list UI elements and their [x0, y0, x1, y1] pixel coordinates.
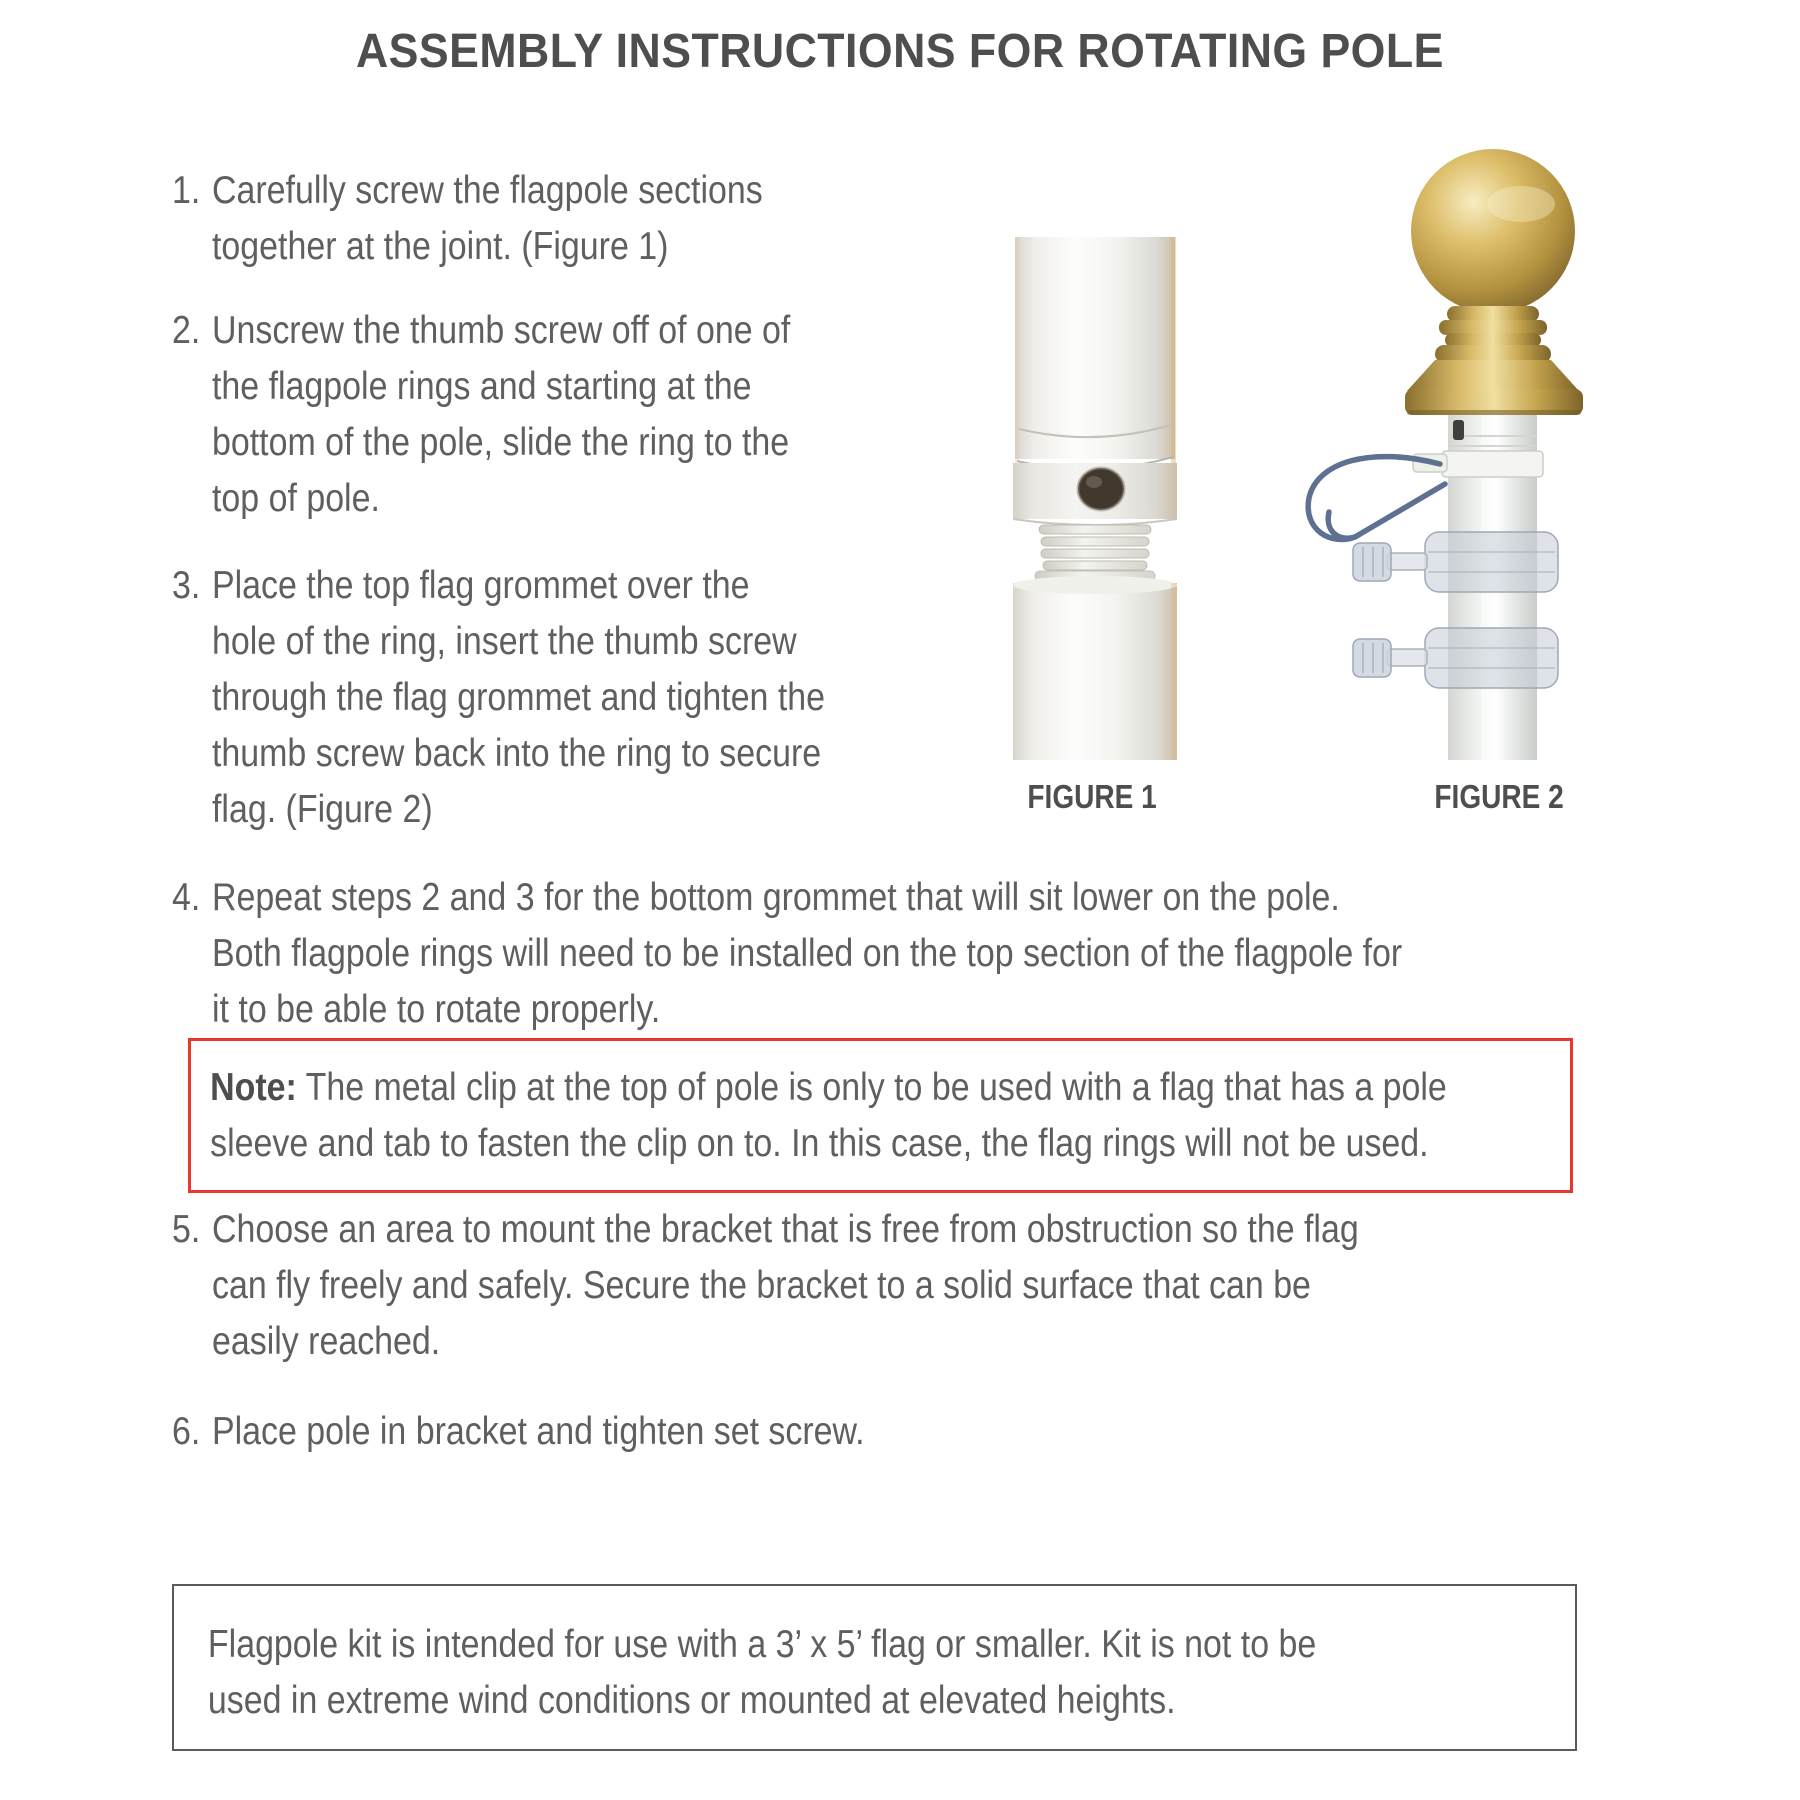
step-number: 2.: [172, 309, 201, 352]
step-number: 3.: [172, 564, 201, 607]
step-number: 4.: [172, 876, 201, 919]
step-item-2: [172, 303, 877, 527]
flagpole-ring-bottom: [1353, 628, 1558, 688]
step-item-4: [172, 870, 1580, 1038]
note-box: [188, 1038, 1573, 1193]
set-screw-hole: [1453, 420, 1464, 440]
step-number: 1.: [172, 169, 201, 212]
flagpole-ring-top: [1353, 532, 1558, 592]
warning-text: Flagpole kit is intended for use with a 3’ x 5’ flag or smaller. Kit is not to be used in extreme wind conditions or mounted at elevated heights.: [207, 1623, 1317, 1722]
figure-2-image: [1295, 148, 1595, 760]
step-text: Carefully screw the flagpole sections together at the joint. (Figure 1): [212, 169, 763, 268]
step-item-5: [172, 1202, 1530, 1370]
step-text: Place pole in bracket and tighten set screw.: [212, 1410, 865, 1453]
step-item-3: [172, 558, 917, 838]
figure-2-caption: FIGURE 2: [1434, 778, 1564, 815]
step-text: Place the top flag grommet over the hole of the ring, insert the thumb screw through the flag grommet and tighten the thumb screw back into the ring to secure flag. (Figure 2): [212, 564, 826, 831]
page-title: ASSEMBLY INSTRUCTIONS FOR ROTATING POLE: [356, 25, 1444, 78]
note-label: Note:: [210, 1066, 297, 1109]
step-item-1: [172, 163, 845, 275]
figure-1-caption: FIGURE 1: [1027, 778, 1157, 815]
step-number: 6.: [172, 1410, 201, 1453]
step-item-6: [172, 1404, 962, 1460]
figure-1-image: [1013, 237, 1177, 760]
step-text: Choose an area to mount the bracket that is free from obstruction so the flag can fly freely and safely. Secure the bracket to a solid surface that can be easily reached.: [212, 1208, 1359, 1363]
warning-box: [172, 1584, 1577, 1751]
note-text: Note: The metal clip at the top of pole is only to be used with a flag that has a pole sleeve and tab to fasten the clip on to. In this case, the flag rings will not be used.: [210, 1066, 1447, 1165]
step-text: Unscrew the thumb screw off of one of the flagpole rings and starting at the bottom of the pole, slide the ring to the top of pole.: [212, 309, 791, 520]
gold-ball-finial: [1411, 149, 1575, 313]
step-text: Repeat steps 2 and 3 for the bottom grommet that will sit lower on the pole. Both flagpole rings will need to be installed on the top section of the flagpole for it to be able to rotate properly.: [212, 876, 1403, 1031]
step-number: 5.: [172, 1208, 201, 1251]
